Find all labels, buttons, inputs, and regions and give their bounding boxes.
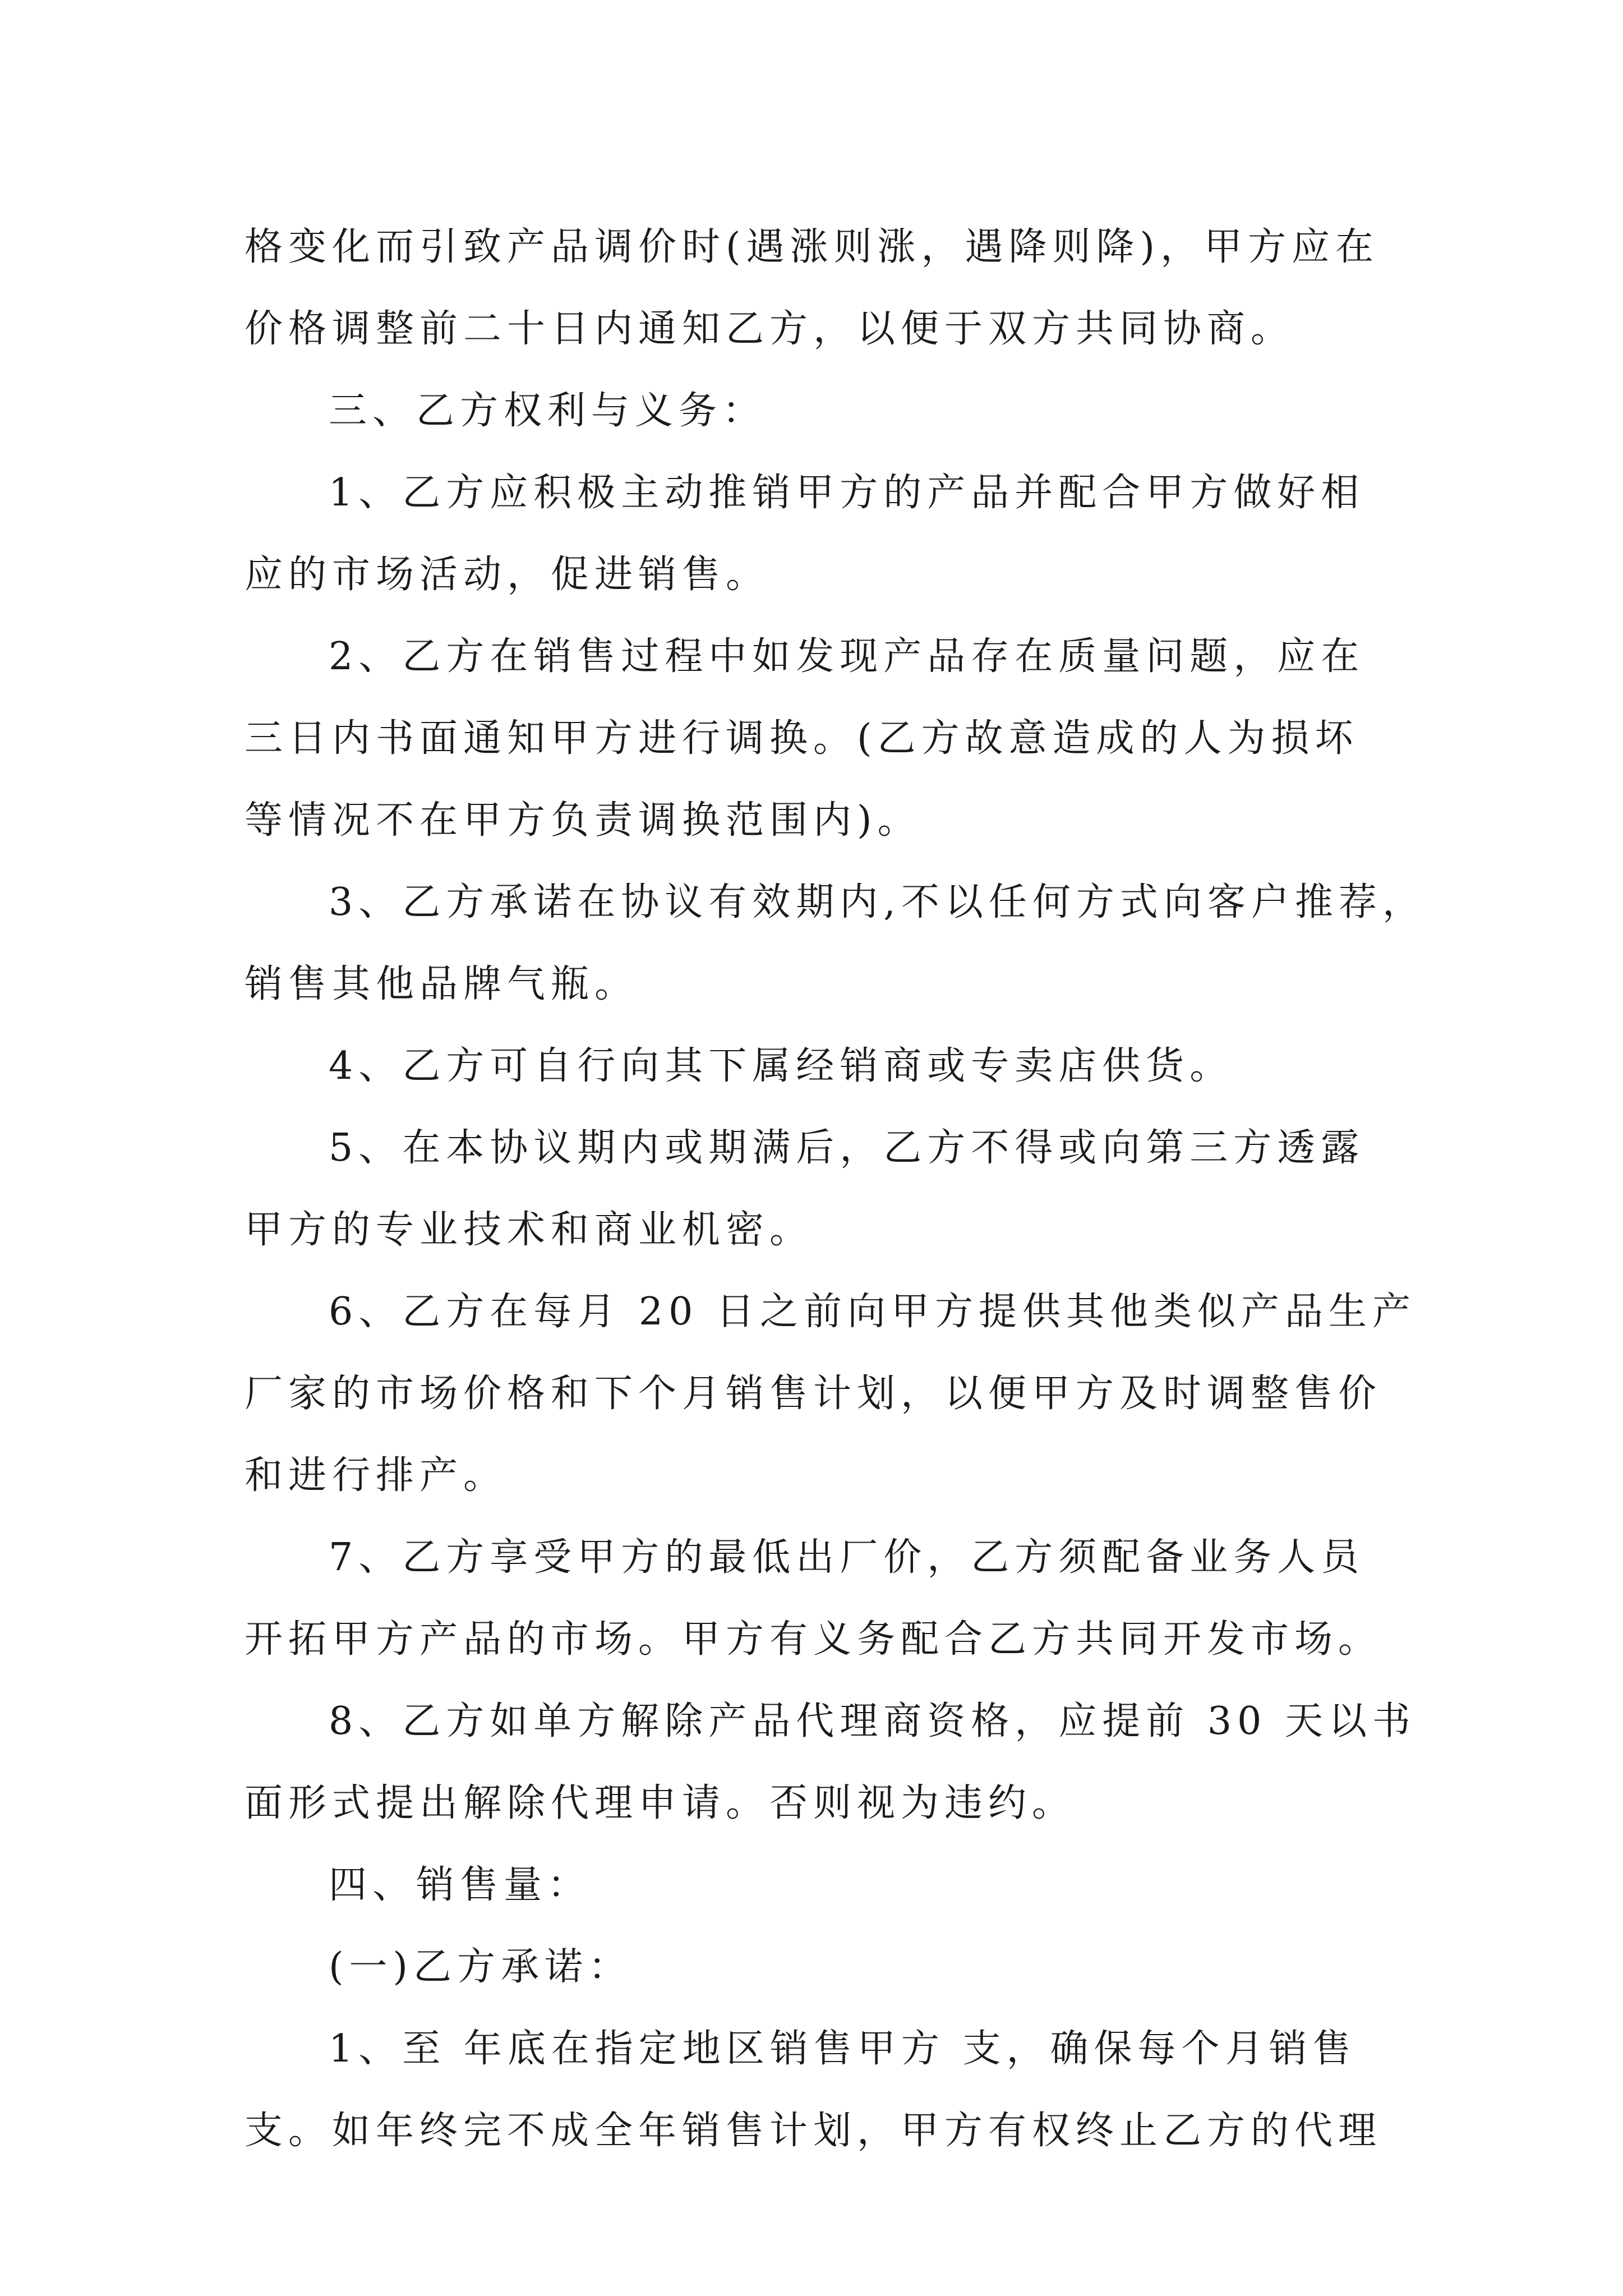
clause-item: 1、至 年底在指定地区销售甲方 支，确保每个月销售 <box>329 2027 1357 2071</box>
subsection-heading: (一)乙方承诺： <box>329 1945 633 1989</box>
clause-item: 1、乙方应积极主动推销甲方的产品并配合甲方做好相 <box>329 471 1365 515</box>
text-line: 厂家的市场价格和下个月销售计划，以便甲方及时调整售价 <box>245 1372 1382 1416</box>
text-line: 价格调整前二十日内通知乙方，以便于双方共同协商。 <box>245 307 1295 351</box>
text-line: 甲方的专业技术和商业机密。 <box>245 1208 814 1252</box>
text-line: 和进行排产。 <box>245 1453 508 1498</box>
text-line: 三日内书面通知甲方进行调换。(乙方故意造成的人为损坏 <box>245 716 1359 761</box>
clause-item: 4、乙方可自行向其下属经销商或专卖店供货。 <box>329 1044 1234 1088</box>
text-line: 支。如年终完不成全年销售计划，甲方有权终止乙方的代理 <box>245 2109 1382 2153</box>
section-heading: 三、乙方权利与义务： <box>329 389 767 433</box>
text-line: 销售其他品牌气瓶。 <box>245 962 639 1006</box>
text-line: 开拓甲方产品的市场。甲方有义务配合乙方共同开发市场。 <box>245 1617 1382 1662</box>
clause-item: 2、乙方在销售过程中如发现产品存在质量问题，应在 <box>329 634 1365 679</box>
clause-item: 7、乙方享受甲方的最低出厂价，乙方须配备业务人员 <box>329 1535 1365 1580</box>
clause-item: 6、乙方在每月 20 日之前向甲方提供其他类似产品生产 <box>329 1290 1417 1334</box>
clause-item: 8、乙方如单方解除产品代理商资格，应提前 30 天以书 <box>329 1699 1417 1743</box>
clause-item: 5、在本协议期内或期满后，乙方不得或向第三方透露 <box>329 1126 1365 1170</box>
text-line: 应的市场活动，促进销售。 <box>245 553 770 597</box>
text-line: 等情况不在甲方负责调换范围内)。 <box>245 798 921 843</box>
document-body <box>245 206 1426 2172</box>
text-line: 面形式提出解除代理申请。否则视为违约。 <box>245 1781 1076 1825</box>
text-line: 格变化而引致产品调价时(遇涨则涨，遇降则降)，甲方应在 <box>245 225 1380 269</box>
clause-item: 3、乙方承诺在协议有效期内,不以任何方式向客户推荐， <box>329 880 1426 924</box>
section-heading: 四、销售量： <box>329 1863 592 1907</box>
